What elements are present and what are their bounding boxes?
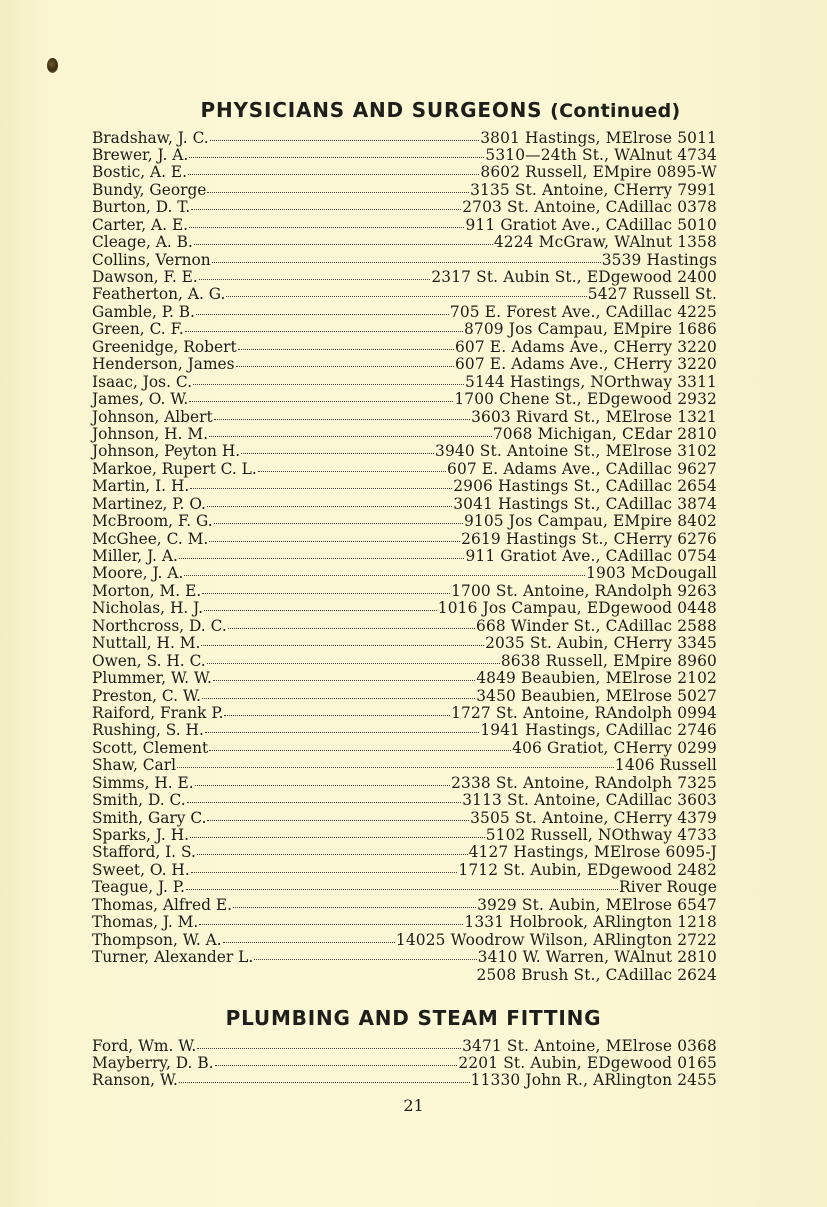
- dot-leader: [202, 593, 450, 594]
- dot-leader: [191, 209, 461, 210]
- entry-name: Northcross, D. C.: [92, 616, 227, 635]
- list-item: [92, 897, 717, 914]
- entry-name: Nuttall, H. M.: [92, 634, 201, 653]
- dot-leader: [193, 384, 464, 385]
- list-item: [92, 1072, 717, 1089]
- entry-address: 14025 Woodrow Wilson, ARlington 2722: [395, 930, 717, 949]
- entry-name: Brewer, J. A.: [92, 145, 189, 164]
- dot-leader: [185, 331, 463, 332]
- dot-leader: [209, 436, 492, 437]
- entry-address: 2508 Brush St., CAdillac 2624: [476, 965, 717, 984]
- section-title: PHYSICIANS AND SURGEONS: [200, 98, 543, 122]
- dot-leader: [189, 227, 464, 228]
- dot-leader: [226, 296, 586, 297]
- entry-address: 705 E. Forest Ave., CAdillac 4225: [449, 302, 717, 321]
- entry-address: 3113 St. Antoine, CAdillac 3603: [462, 791, 717, 810]
- entry-address: 2035 St. Aubin, CHerry 3345: [485, 634, 717, 653]
- dot-leader: [207, 663, 500, 664]
- entry-address: 607 E. Adams Ave., CAdillac 9627: [447, 459, 717, 478]
- dot-leader: [238, 349, 454, 350]
- list-item: [92, 914, 717, 931]
- entry-address: 5427 Russell St.: [587, 285, 717, 304]
- list-item: [92, 932, 717, 949]
- dot-leader: [197, 1048, 461, 1049]
- entry-address: 1903 McDougall: [586, 564, 717, 583]
- dot-leader: [196, 314, 449, 315]
- list-item: [92, 705, 717, 722]
- list-item: [92, 548, 717, 565]
- list-item: [92, 844, 717, 861]
- entry-address: 4849 Beaubien, MElrose 2102: [476, 669, 717, 688]
- entry-address: 5144 Hastings, NOrthway 3311: [465, 372, 717, 391]
- entry-name: Bradshaw, J. C.: [92, 128, 209, 147]
- list-item: [92, 775, 717, 792]
- dot-leader: [186, 889, 618, 890]
- dot-leader: [191, 872, 458, 873]
- entry-name: Sweet, O. H.: [92, 860, 190, 879]
- dot-leader: [258, 471, 446, 472]
- list-item: [92, 426, 717, 443]
- entry-address: 3135 St. Antoine, CHerry 7991: [470, 180, 717, 199]
- entry-address: 2703 St. Antoine, CAdillac 0378: [462, 198, 717, 217]
- entry-name: Johnson, H. M.: [92, 424, 208, 443]
- entry-address: 1406 Russell: [614, 756, 717, 775]
- entry-address: 2317 St. Aubin St., EDgewood 2400: [431, 268, 717, 286]
- entry-name: Smith, D. C.: [92, 791, 186, 810]
- punch-hole-mark: [47, 58, 58, 73]
- entry-address: 8602 Russell, EMpire 0895-W: [480, 163, 717, 182]
- entry-name: Thomas, Alfred E.: [92, 895, 232, 914]
- entry-name: Burton, D. T.: [92, 198, 191, 217]
- entry-name: James, O. W.: [92, 390, 189, 409]
- entry-address: 1700 St. Antoine, RAndolph 9263: [451, 581, 717, 600]
- section-title: PLUMBING AND STEAM FITTING: [225, 1006, 602, 1030]
- list-item: [92, 618, 717, 635]
- list-item: [92, 286, 717, 303]
- list-item: [92, 583, 717, 600]
- dot-leader: [194, 244, 493, 245]
- list-item: [92, 409, 717, 426]
- dot-leader: [179, 1082, 470, 1083]
- entry-address: 1712 St. Aubin, EDgewood 2482: [458, 860, 717, 879]
- dot-leader: [190, 837, 485, 838]
- dot-leader: [212, 262, 601, 263]
- dot-leader: [195, 785, 450, 786]
- entry-address: 2619 Hastings St., CHerry 6276: [461, 529, 717, 548]
- list-item: [92, 792, 717, 809]
- entry-name: Gamble, P. B.: [92, 302, 195, 321]
- entry-address: 9105 Jos Campau, EMpire 8402: [463, 512, 717, 531]
- dot-leader: [188, 174, 479, 175]
- entry-name: Markoe, Rupert C. L.: [92, 459, 257, 478]
- list-item: [92, 810, 717, 827]
- entry-address: 3471 St. Antoine, MElrose 0368: [462, 1036, 717, 1055]
- entry-address: 4127 Hastings, MElrose 6095-J: [468, 843, 717, 862]
- list-item: [92, 234, 717, 251]
- dot-leader: [184, 575, 585, 576]
- entry-name: Preston, C. W.: [92, 686, 201, 705]
- entry-address: 11330 John R., ARlington 2455: [470, 1071, 717, 1090]
- entry-address: 2338 St. Antoine, RAndolph 7325: [451, 773, 717, 792]
- section-heading-physicians: [27, 98, 827, 122]
- list-item: [92, 1038, 717, 1055]
- dot-leader: [197, 854, 468, 855]
- entry-address: River Rouge: [619, 878, 717, 897]
- list-item: [92, 356, 717, 373]
- page-number: 21: [403, 1096, 424, 1115]
- entry-name: McBroom, F. G.: [92, 512, 213, 531]
- list-item: [92, 722, 717, 739]
- list-item: [92, 653, 717, 670]
- entry-name: Green, C. F.: [92, 320, 184, 339]
- list-item: [92, 740, 717, 757]
- entry-address: 911 Gratiot Ave., CAdillac 0754: [465, 547, 717, 565]
- entry-name: Greenidge, Robert: [92, 337, 237, 356]
- list-item: [92, 757, 717, 774]
- entry-address: 3801 Hastings, MElrose 5011: [480, 128, 717, 147]
- dot-leader: [241, 453, 434, 454]
- dot-leader: [223, 942, 395, 943]
- entry-name: Turner, Alexander L.: [92, 948, 254, 967]
- entry-name: Raiford, Frank P.: [92, 703, 224, 722]
- plumbing-list: [92, 1038, 717, 1090]
- dot-leader: [190, 488, 452, 489]
- dot-leader: [179, 558, 465, 559]
- entry-address: 668 Winder St., CAdillac 2588: [476, 616, 717, 635]
- dot-leader: [199, 279, 431, 280]
- list-item: [92, 670, 717, 687]
- entry-name: Bostic, A. E.: [92, 163, 188, 182]
- entry-address: 3539 Hastings: [601, 250, 717, 269]
- dot-leader: [236, 366, 454, 367]
- list-item: [92, 513, 717, 530]
- entry-name: Johnson, Peyton H.: [92, 442, 241, 461]
- entry-address: 1727 St. Antoine, RAndolph 0994: [451, 703, 717, 722]
- entry-address: 3505 St. Antoine, CHerry 4379: [470, 808, 717, 827]
- entry-address: 5102 Russell, NOthway 4733: [485, 826, 717, 844]
- entry-name: Miller, J. A.: [92, 547, 178, 565]
- dot-leader: [233, 907, 476, 908]
- entry-address: 3041 Hastings St., CAdillac 3874: [453, 494, 717, 513]
- entry-name: Mayberry, D. B.: [92, 1053, 214, 1072]
- dot-leader: [187, 802, 462, 803]
- entry-name: Thompson, W. A.: [92, 930, 222, 949]
- entry-name: Featherton, A. G.: [92, 285, 226, 304]
- list-item: [92, 531, 717, 548]
- entry-name: Stafford, I. S.: [92, 843, 196, 862]
- list-item: [92, 879, 717, 896]
- entry-name: Martin, I. H.: [92, 477, 190, 496]
- entry-address: 607 E. Adams Ave., CHerry 3220: [454, 355, 717, 374]
- entry-name: Dawson, F. E.: [92, 268, 198, 286]
- entry-name: Isaac, Jos. C.: [92, 372, 192, 391]
- dot-leader: [224, 715, 450, 716]
- list-item: [92, 496, 717, 513]
- entry-address: 4224 McGraw, WAlnut 1358: [493, 233, 717, 252]
- entry-address: 1331 Holbrook, ARlington 1218: [464, 913, 717, 932]
- entry-name: Collins, Vernon: [92, 250, 211, 269]
- list-item: [92, 443, 717, 460]
- section-heading-plumbing: [0, 1006, 827, 1030]
- entry-name: Martinez, P. O.: [92, 494, 206, 513]
- entry-address: 2906 Hastings St., CAdillac 2654: [453, 477, 717, 496]
- list-item: [92, 949, 717, 966]
- list-item: [92, 1055, 717, 1072]
- dot-leader: [210, 140, 480, 141]
- entry-name: McGhee, C. M.: [92, 529, 209, 548]
- list-item: [92, 635, 717, 652]
- list-item: [92, 565, 717, 582]
- dot-leader: [207, 820, 469, 821]
- entry-name: Simms, H. E.: [92, 773, 194, 792]
- entry-name: Teague, J. P.: [92, 878, 185, 897]
- dot-leader: [201, 645, 484, 646]
- list-item: [92, 321, 717, 338]
- entry-name: Thomas, J. M.: [92, 913, 199, 932]
- entry-address: 911 Gratiot Ave., CAdillac 5010: [465, 215, 717, 234]
- entry-address: 8638 Russell, EMpire 8960: [500, 651, 717, 670]
- dot-leader: [202, 698, 475, 699]
- list-item: [92, 478, 717, 495]
- list-item: [92, 374, 717, 391]
- entry-address: 1700 Chene St., EDgewood 2932: [454, 390, 717, 409]
- entry-address: 3450 Beaubien, MElrose 5027: [476, 686, 717, 705]
- list-item: [92, 862, 717, 879]
- list-item: [92, 600, 717, 617]
- entry-name: Rushing, S. H.: [92, 721, 204, 740]
- dot-leader: [189, 157, 484, 158]
- entry-address: 1016 Jos Campau, EDgewood 0448: [437, 599, 717, 618]
- dot-leader: [213, 680, 475, 681]
- list-item: [92, 182, 717, 199]
- entry-name: Carter, A. E.: [92, 215, 189, 234]
- entry-address: 3940 St. Antoine St., MElrose 3102: [435, 442, 717, 461]
- entry-name: Johnson, Albert: [92, 407, 213, 426]
- entry-name: Sparks, J. H.: [92, 826, 190, 844]
- entry-name: Shaw, Carl: [92, 756, 176, 775]
- list-item: [92, 269, 717, 286]
- entry-address: 5310—24th St., WAlnut 4734: [485, 145, 717, 164]
- list-item: [92, 461, 717, 478]
- entry-name: Ranson, W.: [92, 1071, 178, 1090]
- list-item: [92, 827, 717, 844]
- dot-leader: [204, 610, 437, 611]
- entry-address: 8709 Jos Campau, EMpire 1686: [463, 320, 717, 339]
- entry-name: Scott, Clement: [92, 738, 209, 757]
- entry-name: Moore, J. A.: [92, 564, 184, 583]
- entry-name: Bundy, George: [92, 180, 207, 199]
- entry-address: 2201 St. Aubin, EDgewood 0165: [458, 1053, 717, 1072]
- list-item: [92, 164, 717, 181]
- entry-name: Ford, Wm. W.: [92, 1036, 197, 1055]
- dot-leader: [209, 750, 511, 751]
- dot-leader: [214, 523, 463, 524]
- entry-name: Plummer, W. W.: [92, 669, 212, 688]
- list-item: [92, 217, 717, 234]
- dot-leader: [207, 192, 469, 193]
- dot-leader: [215, 1065, 458, 1066]
- dot-leader: [228, 628, 475, 629]
- list-item: [92, 130, 717, 147]
- list-item: [92, 147, 717, 164]
- list-item: [92, 688, 717, 705]
- entry-address: 607 E. Adams Ave., CHerry 3220: [454, 337, 717, 356]
- entry-name: Nicholas, H. J.: [92, 599, 204, 618]
- entry-name: Morton, M. E.: [92, 581, 202, 600]
- entry-address: 406 Gratiot, CHerry 0299: [512, 738, 717, 757]
- dot-leader: [209, 541, 460, 542]
- physicians-list: [92, 130, 717, 984]
- list-item: [92, 199, 717, 216]
- entry-address: 3929 St. Aubin, MElrose 6547: [477, 895, 717, 914]
- list-item: [92, 304, 717, 321]
- dot-leader: [214, 419, 470, 420]
- entry-name: Henderson, James: [92, 355, 235, 374]
- dot-leader: [207, 506, 452, 507]
- list-item: [92, 252, 717, 269]
- dot-leader: [205, 732, 479, 733]
- list-item-continuation: [92, 967, 717, 984]
- section-subtitle: (Continued): [550, 100, 681, 122]
- entry-name: Cleage, A. B.: [92, 233, 193, 252]
- dot-leader: [189, 401, 453, 402]
- entry-address: 3603 Rivard St., MElrose 1321: [471, 407, 717, 426]
- list-item: [92, 391, 717, 408]
- entry-name: Owen, S. H. C.: [92, 651, 206, 670]
- entry-address: 3410 W. Warren, WAlnut 2810: [477, 948, 717, 967]
- dot-leader: [199, 924, 463, 925]
- entry-name: Smith, Gary C.: [92, 808, 207, 827]
- dot-leader: [254, 959, 476, 960]
- list-item: [92, 339, 717, 356]
- entry-address: 1941 Hastings, CAdillac 2746: [480, 721, 717, 740]
- entry-address: 7068 Michigan, CEdar 2810: [492, 424, 717, 443]
- dot-leader: [177, 767, 614, 768]
